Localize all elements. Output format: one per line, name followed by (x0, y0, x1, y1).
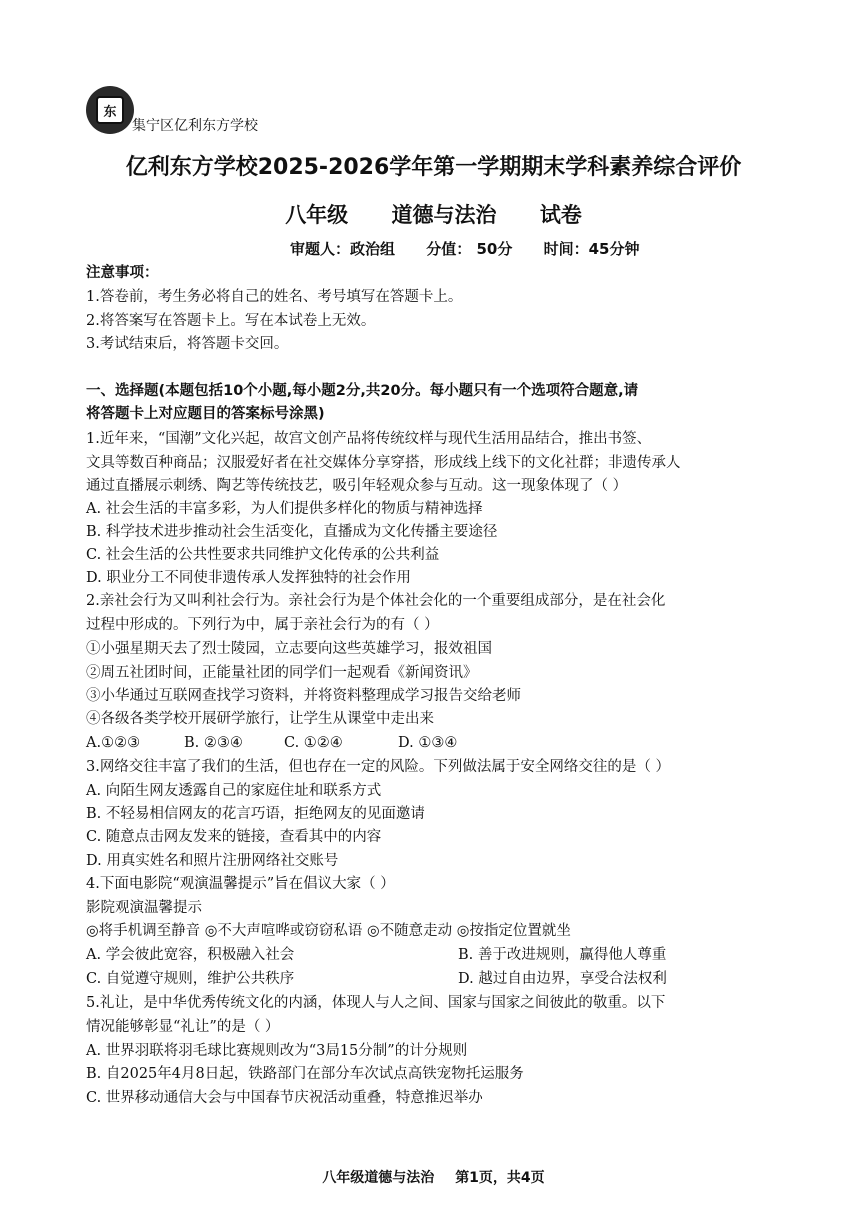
option-d: D. 用真实姓名和照片注册网络社交账号 (86, 853, 339, 869)
question-stem: 5.礼让，是中华优秀传统文化的内涵，体现人与人之间、国家与国家之间彼此的敬重。以下 (86, 995, 666, 1011)
grade-label: 八年级 (285, 203, 349, 227)
option-d: D. 职业分工不同使非遗传承人发挥独特的社会作用 (86, 570, 411, 586)
option-d: D. 越过自由边界，享受合法权利 (458, 971, 667, 987)
notice-item: 3.考试结束后，将答题卡交回。 (86, 336, 289, 352)
option-c: C. 世界移动通信大会与中国春节庆祝活动重叠，特意推迟举办 (86, 1090, 483, 1106)
option-c: C. 随意点击网友发来的链接，查看其中的内容 (86, 829, 382, 845)
option-c: C. 自觉遵守规则，维护公共秩序 (86, 971, 295, 987)
section-heading: 将答题卡上对应题目的答案标号涂黑) (86, 406, 325, 422)
notice-box-items: ◎将手机调至静音 ◎不大声喧哗或窃窃私语 ◎不随意走动 ◎按指定位置就坐 (86, 923, 571, 939)
statement-item: ②周五社团时间，正能量社团的同学们一起观看《新闻资讯》 (86, 665, 478, 681)
option-a: A. 学会彼此宽容，积极融入社会 (86, 947, 295, 963)
option-d: D. ①③④ (398, 735, 458, 751)
notice-heading: 注意事项： (86, 265, 159, 281)
section-heading: 一、选择题(本题包括10个小题,每小题2分,共20分。每小题只有一个选项符合题意,请 (86, 383, 639, 399)
school-name: 集宁区亿利东方学校 (132, 118, 258, 134)
question-stem: 情况能够彰显“礼让”的是（ ） (86, 1019, 280, 1035)
logo-emblem: 东 (96, 96, 124, 124)
exam-subtitle (0, 199, 867, 229)
option-b: B. ②③④ (184, 735, 243, 751)
time-text: 时间：45分钟 (543, 240, 640, 258)
option-a: A. 社会生活的丰富多彩，为人们提供多样化的物质与精神选择 (86, 501, 483, 517)
option-a: A.①②③ (86, 735, 141, 751)
question-stem: 2.亲社会行为又叫利社会行为。亲社会行为是个体社会化的一个重要组成部分，是在社会化 (86, 593, 666, 609)
statement-item: ④各级各类学校开展研学旅行，让学生从课堂中走出来 (86, 711, 434, 727)
option-b: B. 不轻易相信网友的花言巧语，拒绝网友的见面邀请 (86, 806, 425, 822)
school-logo (86, 86, 134, 134)
page-number: 第1页，共4页 (455, 1170, 545, 1186)
exam-meta (290, 238, 665, 259)
option-b: B. 自2025年4月8日起，铁路部门在部分车次试点高铁宠物托运服务 (86, 1066, 524, 1082)
option-b: B. 科学技术进步推动社会生活变化，直播成为文化传播主要途径 (86, 524, 498, 540)
question-stem: 过程中形成的。下列行为中，属于亲社会行为的有（ ） (86, 617, 439, 633)
page-footer (0, 1167, 867, 1187)
footer-subject: 八年级道德与法治 (322, 1170, 435, 1186)
option-c: C. ①②④ (284, 735, 343, 751)
setter-text: 审题人：政治组 (290, 240, 396, 258)
question-stem: 文具等数百种商品；汉服爱好者在社交媒体分享穿搭，形成线上线下的文化社群；非遗传承人 (86, 455, 681, 471)
option-c: C. 社会生活的公共性要求共同维护文化传承的公共利益 (86, 547, 440, 563)
question-stem: 3.网络交往丰富了我们的生活，但也存在一定的风险。下列做法属于安全网络交往的是（ ） (86, 759, 670, 775)
notice-box-title: 影院观演温馨提示 (86, 900, 202, 916)
notice-item: 2.将答案写在答题卡上。写在本试卷上无效。 (86, 313, 376, 329)
option-a: A. 向陌生网友透露自己的家庭住址和联系方式 (86, 783, 382, 799)
question-stem: 1.近年来，“国潮”文化兴起，故宫文创产品将传统纹样与现代生活用品结合，推出书签、 (86, 431, 652, 447)
option-a: A. 世界羽联将羽毛球比赛规则改为“3局15分制”的计分规则 (86, 1043, 468, 1059)
paper-label: 试卷 (539, 203, 582, 227)
subject-label: 道德与法治 (391, 203, 497, 227)
exam-title: 亿利东方学校2025-2026学年第一学期期末学科素养综合评价 (125, 155, 742, 180)
score-text: 分值： 50分 (426, 240, 513, 258)
question-stem: 4.下面电影院“观演温馨提示”旨在倡议大家（ ） (86, 876, 395, 892)
notice-item: 1.答卷前，考生务必将自己的姓名、考号填写在答题卡上。 (86, 289, 463, 305)
statement-item: ③小华通过互联网查找学习资料，并将资料整理成学习报告交给老师 (86, 688, 521, 704)
option-b: B. 善于改进规则，赢得他人尊重 (458, 947, 667, 963)
statement-item: ①小强星期天去了烈士陵园，立志要向这些英雄学习，报效祖国 (86, 641, 492, 657)
question-stem: 通过直播展示刺绣、陶艺等传统技艺，吸引年轻观众参与互动。这一现象体现了（ ） (86, 478, 628, 494)
